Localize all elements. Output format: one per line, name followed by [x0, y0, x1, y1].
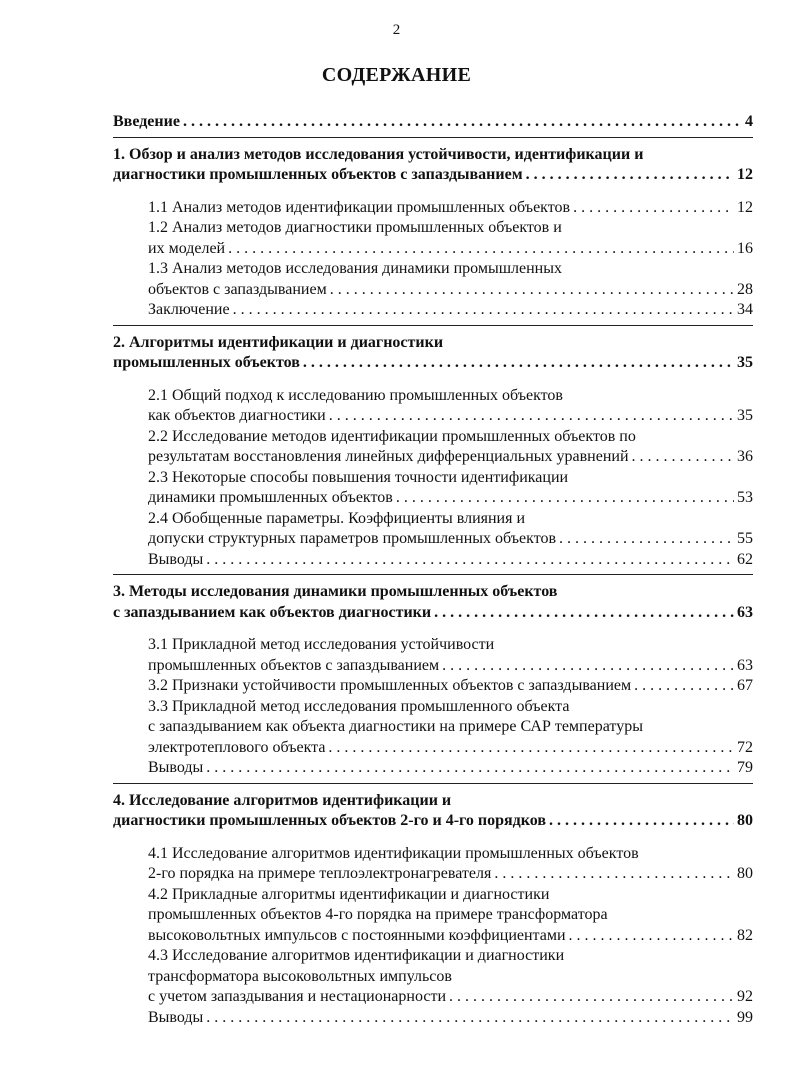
toc-page-number: 35 [737, 354, 753, 371]
table-of-contents [113, 112, 753, 1028]
divider [113, 325, 753, 326]
toc-subsection[interactable] [113, 758, 753, 779]
leader-dots [206, 758, 734, 779]
leader-dots [206, 550, 734, 571]
leader-dots [183, 112, 742, 133]
toc-subsection-text: с учетом запаздывания и нестационарности [148, 988, 446, 1005]
spacer [113, 186, 753, 198]
leader-dots [573, 198, 734, 219]
leader-dots [303, 353, 734, 374]
toc-subsection-text: 2.2 Исследование методов идентификации промышленных объектов по [148, 427, 636, 445]
leader-dots [569, 926, 734, 947]
toc-intro[interactable] [113, 112, 753, 133]
toc-page-number: 62 [737, 550, 753, 568]
toc-subsection-text: 3.1 Прикладной метод исследования устойчивости [148, 636, 495, 653]
toc-subsection[interactable] [113, 844, 753, 885]
toc-subsection[interactable] [113, 1008, 753, 1029]
toc-chapter-text: промышленных объектов [113, 354, 300, 371]
toc-subsection[interactable] [113, 468, 753, 509]
toc-page-number: 63 [737, 603, 753, 621]
page-number: 2 [392, 22, 401, 38]
leader-dots [396, 488, 734, 509]
toc-page-number: 35 [737, 407, 753, 424]
toc-subsection-text: трансформатора высоковольтных импульсов [148, 967, 452, 985]
leader-dots [233, 300, 734, 321]
spacer [113, 623, 753, 635]
toc-chapter[interactable] [113, 791, 753, 832]
toc-subsection-text: Выводы [148, 550, 204, 568]
toc-subsection-text: динамики промышленных объектов [148, 489, 393, 506]
toc-page-number: 79 [737, 759, 753, 776]
toc-page-number: 53 [737, 489, 753, 506]
leader-dots [328, 738, 734, 759]
toc-subsection-text: промышленных объектов с запаздыванием [148, 656, 440, 674]
toc-page-number: 12 [737, 198, 753, 216]
toc-subsection-text: 3.3 Прикладной метод исследования промышленного объекта [148, 697, 570, 715]
toc-entry-text: Введение [113, 113, 180, 130]
toc-subsection-text: промышленных объектов 4-го порядка на примере трансформатора [148, 906, 608, 923]
toc-subsection-text: электротеплового объекта [148, 738, 326, 756]
toc-subsection-text: 1.2 Анализ методов диагностики промышленных объектов и [148, 219, 562, 236]
toc-subsection[interactable] [113, 509, 753, 550]
leader-dots [228, 239, 734, 260]
spacer [113, 832, 753, 844]
toc-subsection[interactable] [113, 259, 753, 300]
toc-chapter-text: диагностики промышленных объектов с запаздыванием [113, 166, 523, 183]
toc-page-number: 12 [737, 166, 753, 183]
toc-subsection[interactable] [113, 300, 753, 321]
toc-subsection-text: результатам восстановления линейных дифференциальных уравнений [148, 448, 629, 465]
toc-page-number: 34 [737, 301, 753, 318]
toc-subsection-text: 4.1 Исследование алгоритмов идентификации промышленных объектов [148, 844, 639, 862]
leader-dots [634, 676, 734, 697]
toc-subsection-text: 4.3 Исследование алгоритмов идентификации и диагностики [148, 947, 565, 964]
leader-dots [434, 603, 734, 624]
leader-dots [559, 529, 734, 550]
leader-dots [632, 447, 734, 468]
toc-subsection[interactable] [113, 635, 753, 676]
toc-page-number: 55 [737, 530, 753, 547]
toc-page-number: 92 [737, 988, 753, 1005]
toc-page-number: 80 [737, 812, 753, 829]
toc-subsection-text: 2.4 Обобщенные параметры. Коэффициенты влияния и [148, 509, 526, 527]
page-title: СОДЕРЖАНИЕ [321, 64, 472, 86]
leader-dots [442, 656, 734, 677]
toc-subsection[interactable] [113, 885, 753, 947]
toc-subsection-text: допуски структурных параметров промышленных объектов [148, 530, 557, 547]
toc-page-number: 80 [737, 865, 753, 882]
divider [113, 783, 753, 784]
toc-subsection-text: Выводы [148, 1008, 204, 1026]
toc-subsection-text: с запаздыванием как объекта диагностики на примере САР температуры [148, 718, 643, 735]
toc-page-number: 36 [737, 448, 753, 465]
leader-dots [330, 280, 734, 301]
toc-chapter-text: 3. Методы исследования динамики промышленных объектов [113, 583, 558, 600]
toc-subsection[interactable] [113, 427, 753, 468]
toc-page-number: 72 [737, 738, 753, 756]
toc-subsection-text: 2-го порядка на примере теплоэлектронагревателя [148, 865, 492, 882]
toc-chapter-text: 2. Алгоритмы идентификации и диагностики [113, 333, 444, 351]
toc-subsection-text: 4.2 Прикладные алгоритмы идентификации и диагностики [148, 885, 550, 903]
toc-page-number: 82 [737, 926, 753, 944]
toc-subsection[interactable] [113, 946, 753, 1008]
toc-page-number: 28 [737, 280, 753, 298]
toc-subsection-text: 1.3 Анализ методов исследования динамики промышленных [148, 260, 562, 277]
leader-dots [329, 406, 734, 427]
toc-subsection-text: 2.3 Некоторые способы повышения точности идентификации [148, 468, 569, 486]
toc-subsection[interactable] [113, 697, 753, 759]
toc-chapter-text: с запаздыванием как объектов диагностики [113, 603, 432, 621]
toc-chapter[interactable] [113, 145, 753, 186]
toc-subsection[interactable] [113, 676, 753, 697]
toc-subsection[interactable] [113, 550, 753, 571]
toc-subsection-text: Выводы [148, 759, 204, 776]
toc-page-number: 63 [737, 656, 753, 674]
toc-subsection[interactable] [113, 386, 753, 427]
divider [113, 137, 753, 138]
spacer [113, 374, 753, 386]
toc-chapter[interactable] [113, 333, 753, 374]
toc-subsection-text: 1.1 Анализ методов идентификации промышленных объектов [148, 198, 571, 216]
toc-chapter[interactable] [113, 582, 753, 623]
toc-subsection-text: Заключение [148, 301, 230, 318]
divider [113, 574, 753, 575]
toc-subsection[interactable] [113, 218, 753, 259]
leader-dots [494, 864, 734, 885]
leader-dots [206, 1008, 734, 1029]
toc-page-number: 67 [737, 677, 753, 694]
toc-subsection[interactable] [113, 198, 753, 219]
toc-subsection-text: объектов с запаздыванием [148, 280, 327, 298]
toc-subsection-text: высоковольтных импульсов с постоянными коэффициентами [148, 926, 566, 944]
toc-page-number: 99 [737, 1008, 753, 1026]
toc-subsection-text: их моделей [148, 239, 226, 257]
toc-subsection-text: как объектов диагностики [148, 407, 326, 424]
leader-dots [549, 811, 734, 832]
leader-dots [526, 165, 734, 186]
chapter-list [113, 145, 753, 1029]
toc-page-number: 16 [737, 239, 753, 257]
toc-page-number: 4 [745, 113, 753, 130]
toc-subsection-text: 2.1 Общий подход к исследованию промышленных объектов [148, 386, 563, 404]
toc-chapter-text: 1. Обзор и анализ методов исследования устойчивости, идентификации и [113, 145, 644, 163]
toc-subsection-text: 3.2 Признаки устойчивости промышленных объектов с запаздыванием [148, 677, 632, 694]
toc-chapter-text: 4. Исследование алгоритмов идентификации и [113, 791, 452, 809]
leader-dots [449, 987, 734, 1008]
toc-chapter-text: диагностики промышленных объектов 2-го и 4-го порядков [113, 812, 546, 829]
